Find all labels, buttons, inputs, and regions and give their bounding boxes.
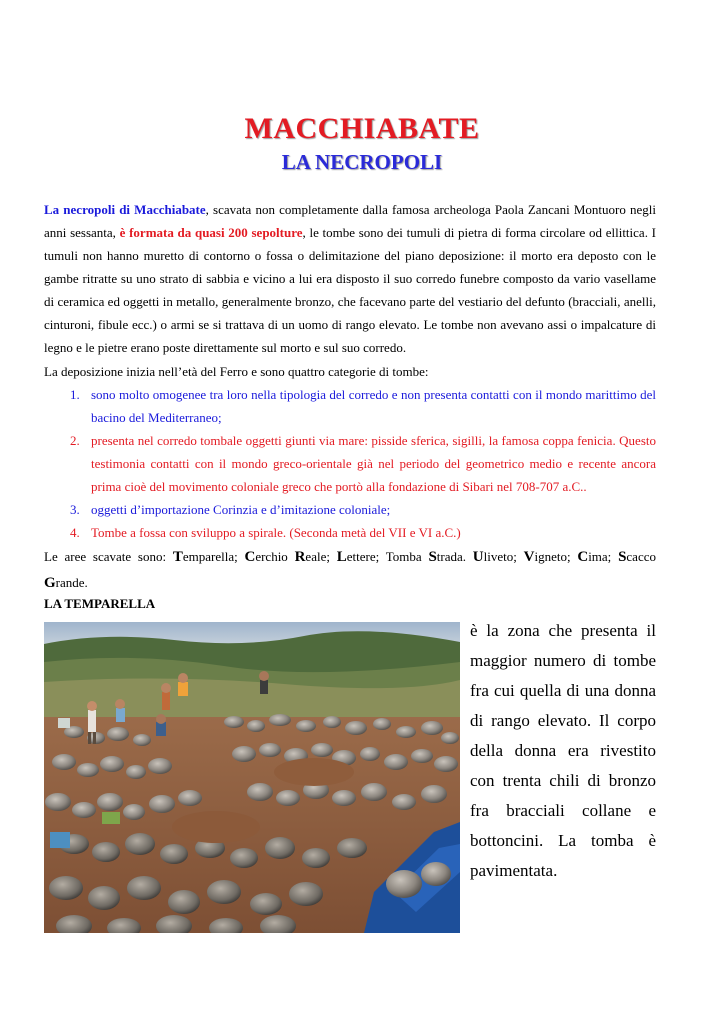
intro-lead: La necropoli di Macchiabate [44, 202, 206, 217]
category-item [44, 498, 656, 521]
areas-label: Le aree scavate sono: [44, 549, 173, 564]
area-initial: T [172, 549, 183, 565]
section-heading: LA TEMPARELLA [44, 596, 156, 611]
category-text: oggetti d’importazione Corinzia e d’imitazione coloniale; [91, 502, 391, 517]
area-rest: igneto; [534, 549, 578, 564]
deposition-line: La deposizione inizia nell’età del Ferro e sono quattro categorie di tombe: [44, 364, 429, 379]
area-initial: U [472, 549, 484, 565]
category-number: 4. [70, 525, 80, 540]
area-rest: eale; [305, 549, 337, 564]
category-item [44, 383, 656, 429]
area-initial: L [336, 549, 347, 565]
category-text: Tombe a fossa con sviluppo a spirale. (Seconda metà del VII e VI a.C.) [91, 525, 461, 540]
area-rest: cacco [626, 549, 656, 564]
excavated-areas [44, 544, 656, 596]
intro-paragraph [44, 198, 656, 359]
excavation-photo [44, 622, 460, 933]
temparella-description: è la zona che presenta il maggior numero di tombe fra cui quella di una donna di rango elevato. Il corpo della donna era rivestito con trenta chili di bronzo fra bracciali collane e bottoncini. La tomba è pavimentata. [470, 621, 656, 880]
category-number: 2. [70, 433, 80, 448]
area-initial: C [577, 549, 589, 565]
area-rest: emparella; [182, 549, 245, 564]
area-initial: R [294, 549, 306, 565]
intro-text-1: , scavata non completamente dalla famosa archeologa Paola Zancani Montuoro negli anni sessanta, [44, 202, 656, 240]
page-title: MACCHIABATE [244, 112, 480, 145]
excavation-photo-illustration [44, 622, 460, 933]
area-rest: ima; [588, 549, 619, 564]
area-rest: liveto; [483, 549, 524, 564]
category-number: 1. [70, 387, 80, 402]
area-initial: S [618, 549, 627, 565]
category-text: presenta nel corredo tombale oggetti giunti via mare: pisside sferica, sigilli, la famosa coppa fenicia. Questo testimonia contatti con il mondo greco-orientale già nel periodo del geometrico medio e recente ancora prima cioè del movimento coloniale greco che portò alla fondazione di Sibari nel 708-707 a.C.. [91, 433, 656, 494]
intro-text-2: , le tombe sono dei tumuli di pietra di forma circolare od ellittica. I tumuli non hanno muretto di contorno o fossa o delimitazione del piano deposizione: il morto era deposto con le gambe ritratte su uno strato di sabbia e vicino a lui era disposto il suo corredo funebre composto da vario vasellame di ceramica ed oggetti in metallo, generalmente bronzo, che facevano parte del vestiario del defunto (bracciali, anelli, cinturoni, fibule ecc.) o armi se si trattava di un uomo di rango elevato. Le tombe non avevano assi o impalcature di legno e le pietre erano poste direttamente sul morto e sul suo corredo. [44, 225, 656, 355]
area-rest: trada. [436, 549, 473, 564]
category-number: 3. [70, 502, 80, 517]
category-item [44, 429, 656, 498]
category-text: sono molto omogenee tra loro nella tipologia del corredo e non presenta contatti con il mondo marittimo del bacino del Mediterraneo; [91, 387, 656, 425]
area-initial: S [428, 549, 437, 565]
area-initial: V [523, 549, 535, 565]
tomb-categories-list [44, 383, 656, 544]
intro-highlight: è formata da quasi 200 sepolture [119, 225, 303, 240]
category-item [44, 521, 656, 544]
area-rest: ettere; Tomba [346, 549, 429, 564]
area-initial: C [244, 549, 256, 565]
area-rest: erchio [255, 549, 295, 564]
area-initial: G [44, 575, 56, 591]
page-subtitle: LA NECROPOLI [281, 150, 443, 174]
area-rest: rande. [55, 575, 88, 590]
